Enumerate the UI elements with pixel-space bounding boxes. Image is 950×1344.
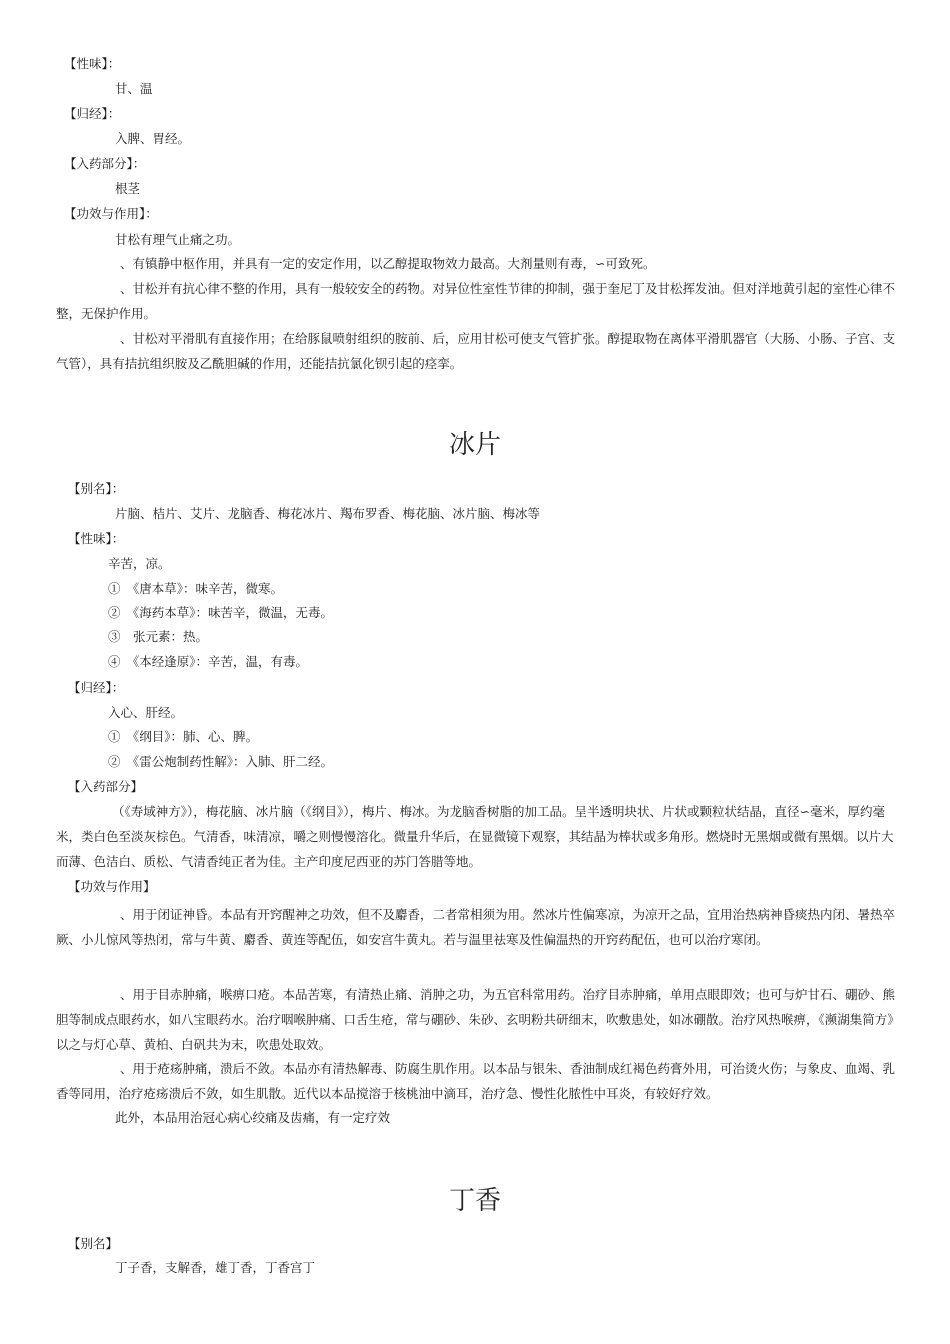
gongxiao-paragraph: 、用于闭证神昏。本品有开窍醒神之功效，但不及麝香，二者常相须为用。然冰片性偏寒凉，为凉开之品，宜用治热病神昏痰热内闭、暑热卒厥、小儿惊风等热闭，常与牛黄、麝香、黄连等配伍，如安宫牛黄丸。若与温里祛寒及性偏温热的开窍药配伍，也可以治疗寒闭。 (56, 907, 896, 947)
xingwei-text: 甘、温 (115, 81, 153, 96)
section-label-guijing: 【归经】： (68, 680, 125, 695)
gongxiao-paragraph: 、用于疮疡肿痛，溃后不敛。本品亦有清热解毒、防腐生肌作用。以本品与银朱、香油制成红褐色药膏外用，可治烫火伤；与象皮、血竭、乳香等同用，治疗疮疡溃后不敛，如生肌散。近代以本品搅溶于核桃油中滴耳，治疗急、慢性化脓性中耳炎，有较好疗效。 (56, 1061, 896, 1101)
herb-title-dingxiang: 丁香 (448, 1186, 501, 1216)
guijing-list-item: ② 《雷公炮制药性解》：入肺、肝二经。 (108, 754, 334, 769)
guijing-text: 入脾、胃经。 (115, 131, 191, 146)
xingwei-list-item: ① 《唐本草》：味辛苦，微寒。 (108, 581, 284, 596)
section-label-ruyao: 【入药部分】： (64, 156, 146, 171)
gongxiao-paragraph: 、甘松对平滑肌有直接作用；在给豚鼠喷射组织的胺前、后，应用甘松可使支气管扩张。醇提取物在离体平滑肌器官（大肠、小肠、子宫、支气管），具有拮抗组织胺及乙酰胆碱的作用，还能拮抗氯化钡引起的痉挛。 (56, 331, 896, 371)
ruyao-text: 根茎 (115, 181, 141, 196)
section-label-guijing: 【归经】： (64, 106, 121, 121)
gongxiao-paragraph: 、甘松并有抗心律不整的作用，具有一般较安全的药物。对异位性室性节律的抑制，强于奎尼丁及甘松挥发油。但对洋地黄引起的室性心律不整，无保护作用。 (56, 281, 896, 321)
section-label-gongxiao: 【功效与作用】 (68, 879, 156, 894)
gongxiao-paragraph: 甘松有理气止痛之功。 (115, 232, 241, 247)
bieming-text: 丁子香，支解香，雄丁香，丁香宫丁 (115, 1260, 316, 1275)
section-label-xingwei: 【性味】： (64, 56, 121, 71)
guijing-text: 入心、肝经。 (108, 705, 184, 720)
herb-title-bingpian: 冰片 (448, 430, 501, 460)
section-label-xingwei: 【性味】： (68, 531, 125, 546)
xingwei-text: 辛苦，凉。 (108, 556, 171, 571)
section-label-gongxiao: 【功效与作用】： (64, 206, 158, 221)
section-label-ruyao: 【入药部分】 (68, 779, 144, 794)
guijing-list-item: ① 《纲目》：肺、心、脾。 (108, 729, 259, 744)
xingwei-list-item: ② 《海药本草》：味苦辛，微温，无毒。 (108, 605, 334, 620)
gongxiao-paragraph: 、有镇静中枢作用，并具有一定的安定作用，以乙醇提取物效力最高。大剂量则有毒，∽可致死。 (120, 256, 656, 271)
gongxiao-paragraph: 此外，本品用治冠心病心绞痛及齿痛，有一定疗效 (115, 1110, 391, 1125)
section-label-bieming: 【别名】 (68, 1236, 119, 1251)
ruyao-paragraph: （《寿域神方》），梅花脑、冰片脑（《纲目》），梅片、梅冰。为龙脑香树脂的加工品。呈半透明块状、片状或颗粒状结晶，直径∽毫米，厚约毫米，类白色至淡灰棕色。气清香，味清凉，嚼之则慢慢溶化。微量升华后，在显微镜下观察，其结晶为棒状或多角形。燃烧时无黑烟或微有黑烟。以片大而薄、色洁白、质松、气清香纯正者为佳。主产印度尼西亚的苏门答腊等地。 (56, 804, 894, 869)
section-label-bieming: 【别名】： (68, 481, 125, 496)
bieming-text: 片脑、桔片、艾片、龙脑香、梅花冰片、羯布罗香、梅花脑、冰片脑、梅冰等 (115, 506, 541, 521)
xingwei-list-item: ④ 《本经逢原》：辛苦，温，有毒。 (108, 654, 309, 669)
gongxiao-paragraph: 、用于目赤肿痛，喉痹口疮。本品苦寒，有清热止痛、消肿之功，为五官科常用药。治疗目赤肿痛，单用点眼即效；也可与炉甘石、硼砂、熊胆等制成点眼药水，如八宝眼药水。治疗咽喉肿痛、口舌生疮，常与硼砂、朱砂、玄明粉共研细末，吹敷患处，如冰硼散。治疗风热喉痹，《濒湖集简方》以之与灯心草、黄柏、白矾共为末，吹患处取效。 (56, 987, 896, 1052)
xingwei-list-item: ③ 张元素：热。 (108, 629, 209, 644)
